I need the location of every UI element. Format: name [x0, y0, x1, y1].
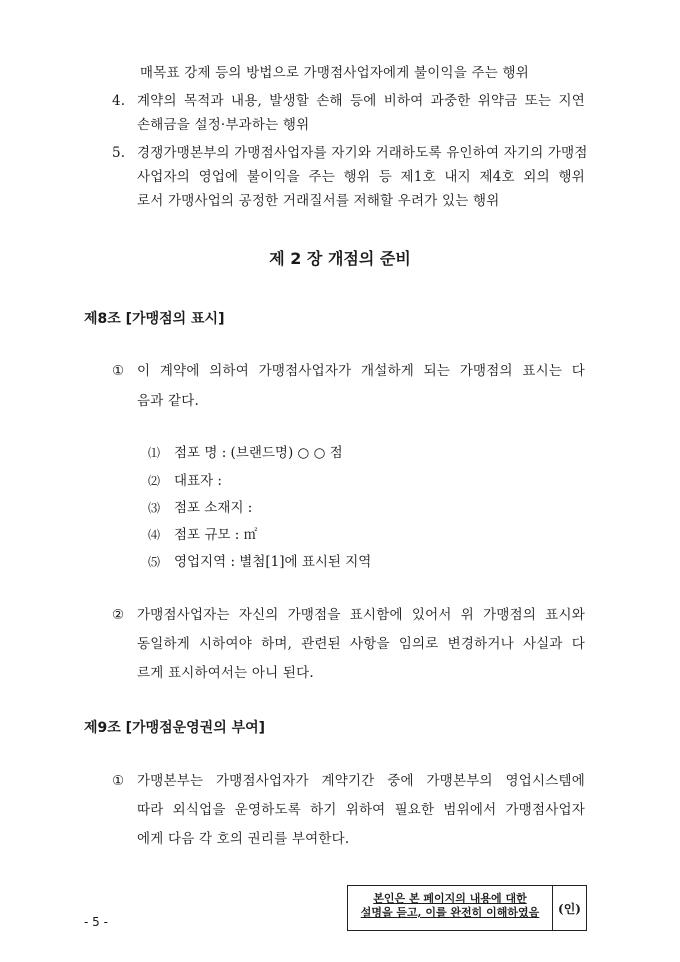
- body-line: 손해금을 설정·부과하는 행위: [137, 117, 310, 133]
- body-line: 음과 같다.: [137, 393, 199, 409]
- body-line: 사업자의 영업에 불이익을 주는 행위 등 제1호 내지 제4호 외의 행위: [137, 169, 585, 185]
- seal-field[interactable]: (인): [558, 901, 581, 916]
- body-line: 매목표 강제 등의 방법으로 가맹점사업자에게 불이익을 주는 행위: [140, 65, 529, 81]
- article-8-title: 제8조 [가맹점의 표시]: [84, 311, 225, 327]
- confirmation-text: 본인은 본 페이지의 내용에 대한 설명을 듣고, 이를 완전히 이해하였음: [348, 886, 553, 930]
- body-line: 에게 다음 각 호의 권리를 부여한다.: [137, 831, 350, 847]
- article-9-title: 제9조 [가맹점운영권의 부여]: [84, 720, 266, 736]
- sub-item: ⑵ 대표자 :: [148, 473, 222, 489]
- paragraph-number: ①: [112, 773, 125, 789]
- body-line: 르게 표시하여서는 아니 된다.: [137, 665, 314, 681]
- body-line: 가맹점사업자는 자신의 가맹점을 표시함에 있어서 위 가맹점의 표시와: [137, 607, 585, 623]
- body-line: 경쟁가맹본부의 가맹점사업자를 자기와 거래하도록 유인하여 자기의 가맹점: [137, 145, 588, 161]
- body-line: 동일하게 시하여야 하며, 관련된 사항을 임의로 변경하거나 사실과 다: [137, 636, 585, 652]
- sub-item: ⑷ 점포 규모 : ㎡: [148, 527, 258, 543]
- body-line: 따라 외식업을 운영하도록 하기 위하여 필요한 범위에서 가맹점사업자: [137, 802, 585, 818]
- list-number: 5.: [112, 145, 126, 161]
- body-line: 로서 가맹사업의 공정한 거래질서를 저해할 우려가 있는 행위: [137, 193, 500, 209]
- sub-item: ⑴ 점포 명 : (브랜드명) ○ ○ 점: [148, 445, 343, 461]
- page-number: - 5 -: [84, 915, 108, 929]
- chapter-title: 제 2 장 개점의 준비: [269, 249, 411, 268]
- body-line: 계약의 목적과 내용, 발생할 손해 등에 비하여 과중한 위약금 또는 지연: [137, 93, 585, 109]
- body-line: 이 계약에 의하여 가맹점사업자가 개설하게 되는 가맹점의 표시는 다: [137, 363, 585, 379]
- sub-item: ⑶ 점포 소재지 :: [148, 500, 253, 516]
- confirmation-box: [347, 885, 587, 931]
- paragraph-number: ②: [112, 607, 125, 623]
- list-number: 4.: [112, 93, 126, 109]
- sub-item: ⑸ 영업지역 : 별첨[1]에 표시된 지역: [148, 554, 372, 570]
- body-line: 가맹본부는 가맹점사업자가 계약기간 중에 가맹본부의 영업시스템에: [137, 773, 585, 789]
- paragraph-number: ①: [112, 363, 125, 379]
